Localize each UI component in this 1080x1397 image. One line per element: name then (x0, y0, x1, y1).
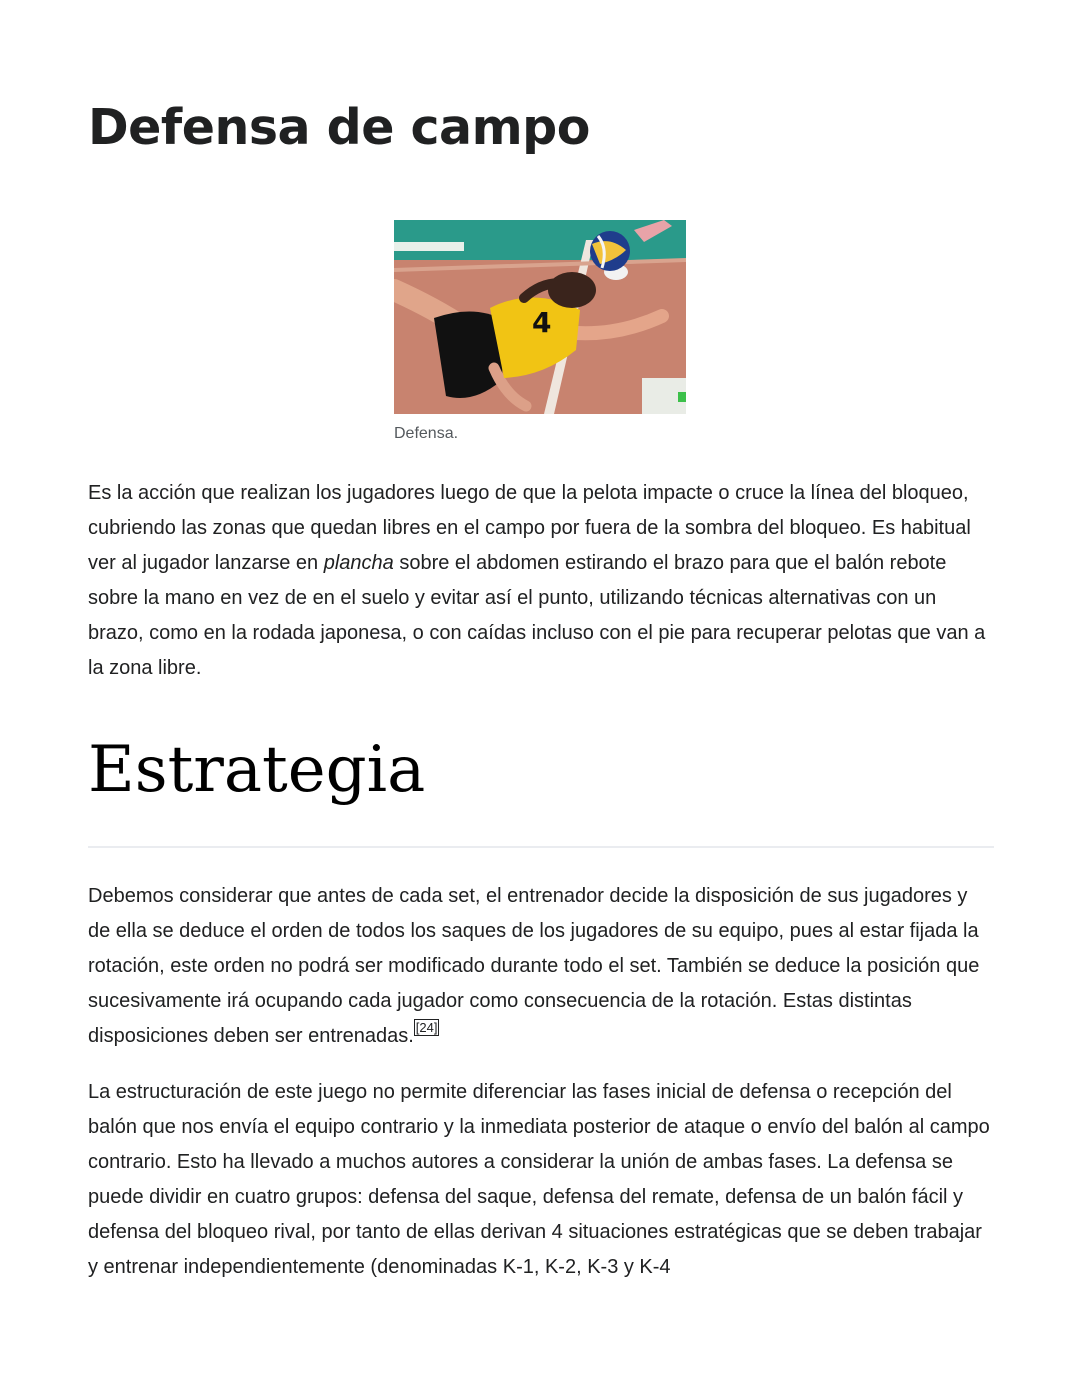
figure-defensa (394, 220, 686, 446)
paragraph-text-end: sobre el abdomen estirando el brazo para que el balón rebote sobre la mano en vez de en el suelo y evitar así el punto, utilizando técnicas alternativas con un brazo, como en la rodada japonesa, o con caídas incluso con el pie para recuperar pelotas que van a la zona libre. (88, 552, 986, 679)
paragraph-estrategia-1 (88, 879, 994, 1054)
volleyball-defense-photo[interactable] (394, 220, 686, 414)
paragraph-text: Debemos considerar que antes de cada set, el entrenador decide la disposición de sus jugadores y de ella se deduce el orden de todos los saques de los jugadores de su equipo, pues al estar fijada la rotación, este orden no podrá ser modificado durante todo el set. También se deduce la posición que sucesivamente irá ocupando cada jugador como consecuencia de la rotación. Estas distintas disposiciones deben ser entrenadas. (88, 885, 980, 1047)
paragraph-estrategia-2: La estructuración de este juego no permite diferenciar las fases inicial de defensa o recepción del balón que nos envía el equipo contrario y la inmediata posterior de ataque o envío del balón al campo contrario. Esto ha llevado a muchos autores a considerar la unión de ambas fases. La defensa se puede dividir en cuatro grupos: defensa del saque, defensa del remate, defensa de un balón fácil y defensa del bloqueo rival, por tanto de ellas derivan 4 situaciones estratégicas que se deben trabajar y entrenar independientemente (denominadas K-1, K-2, K-3 y K-4 (88, 1081, 990, 1278)
paragraph-text-start: Es la acción que realizan los jugadores luego de que la pelota impacte o cruce la línea del bloqueo, cubriendo las zonas que quedan libres en el campo por fuera de la sombra del bloqueo. Es habitual ver al jugador lanzarse en (88, 482, 971, 574)
section-heading-estrategia: Estrategia (88, 733, 426, 807)
reference-24 (414, 1019, 440, 1036)
paragraph-defensa-de-campo (88, 476, 994, 686)
heading-divider (88, 846, 994, 848)
jersey-number: 4 (532, 306, 552, 339)
reference-link-24[interactable]: [24] (415, 1020, 438, 1035)
section-heading-defensa-de-campo: Defensa de campo (88, 99, 590, 156)
figure-caption: Defensa. (394, 425, 459, 442)
italic-term-plancha: plancha (323, 552, 394, 574)
